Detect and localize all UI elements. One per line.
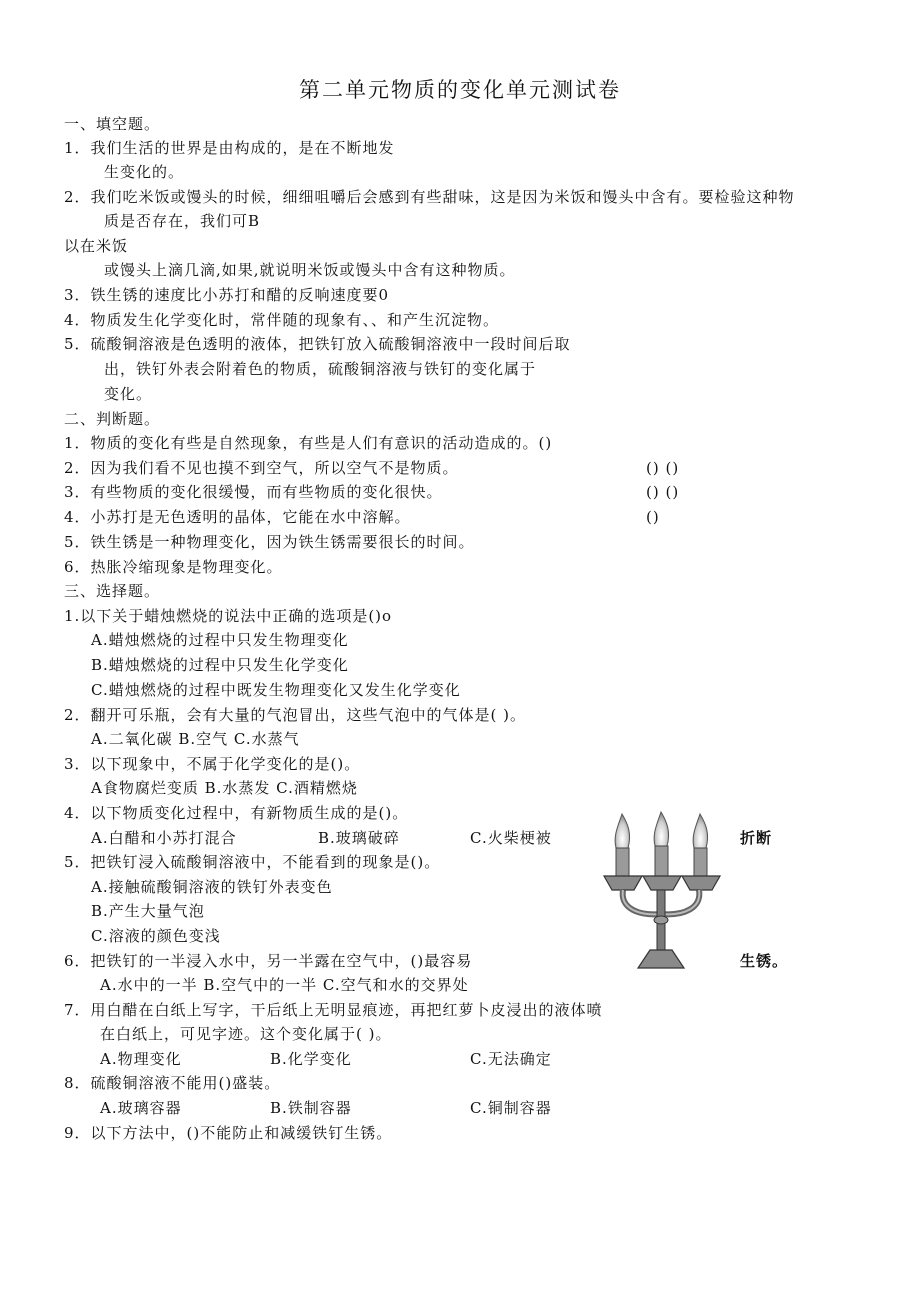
choice-q3: 3．以下现象中，不属于化学变化的是()。 (64, 755, 361, 773)
choice-q5-option-a: A.接触硫酸铜溶液的铁钉外表变色 (91, 878, 333, 896)
choice-q8-option-b: B.铁制容器 (270, 1099, 352, 1117)
judge-q6: 6．热胀冷缩现象是物理变化。 (64, 558, 283, 576)
choice-q4: 4．以下物质变化过程中，有新物质生成的是()。 (64, 804, 409, 822)
fill-q5-line2: 出，铁钉外表会附着色的物质，硫酸铜溶液与铁钉的变化属于 (104, 360, 537, 378)
fill-q1-line2: 生变化的。 (104, 163, 185, 181)
choice-q7-option-a: A.物理变化 (100, 1050, 182, 1068)
choice-q8-option-c: C.铜制容器 (470, 1099, 552, 1117)
fill-q5-line3: 变化。 (104, 385, 153, 403)
judge-q4: 4．小苏打是无色透明的晶体，它能在水中溶解。 (64, 508, 411, 526)
choice-q3-options: A食物腐烂变质 B.水蒸发 C.酒精燃烧 (91, 779, 358, 797)
choice-q6: 6．把铁钉的一半浸入水中，另一半露在空气中，()最容易 (64, 952, 473, 970)
choice-q4-option-a: A.白醋和小苏打混合 (91, 829, 237, 847)
choice-q5-option-c: C.溶液的颜色变浅 (91, 927, 221, 945)
choice-q4-option-b: B.玻璃破碎 (318, 829, 400, 847)
choice-q1-option-a: A.蜡烛燃烧的过程中只发生物理变化 (91, 631, 349, 649)
fill-q2-line3: 以在米饭 (64, 237, 129, 255)
choice-q1-option-c: C.蜡烛燃烧的过程中既发生物理变化又发生化学变化 (91, 681, 461, 699)
section1-heading: 一、填空题。 (64, 115, 161, 133)
judge-q3-brackets: () () (646, 483, 680, 501)
judge-q2-brackets: () () (646, 459, 680, 477)
judge-q2: 2．因为我们看不见也摸不到空气，所以空气不是物质。 (64, 459, 459, 477)
candelabra-illustration (598, 808, 724, 970)
choice-q8: 8．硫酸铜溶液不能用()盛装。 (64, 1074, 281, 1092)
section3-heading: 三、选择题。 (64, 582, 161, 600)
fill-q4: 4．物质发生化学变化时，常伴随的现象有、、和产生沉淀物。 (64, 311, 500, 329)
judge-q5: 5．铁生锈是一种物理变化，因为铁生锈需要很长的时间。 (64, 533, 475, 551)
choice-q9: 9．以下方法中，()不能防止和减缓铁钉生锈。 (64, 1124, 393, 1142)
choice-q4-option-c: C.火柴梗被 (470, 829, 552, 847)
choice-q1: 1.以下关于蜡烛燃烧的说法中正确的选项是()o (64, 607, 393, 625)
fill-q3: 3．铁生锈的速度比小苏打和醋的反响速度要0 (64, 286, 390, 304)
choice-q7-line1: 7．用白醋在白纸上写字，干后纸上无明显痕迹，再把红萝卜皮浸出的液体喷 (64, 1001, 603, 1019)
choice-q7-line2: 在白纸上，可见字迹。这个变化属于( )。 (100, 1025, 392, 1043)
choice-q5-option-b: B.产生大量气泡 (91, 902, 205, 920)
fill-q1-line1: 1．我们生活的世界是由构成的，是在不断地发 (64, 139, 395, 157)
section2-heading: 二、判断题。 (64, 410, 161, 428)
choice-q6-end: 生锈。 (740, 952, 789, 970)
choice-q8-option-a: A.玻璃容器 (100, 1099, 182, 1117)
choice-q2-options: A.二氧化碳 B.空气 C.水蒸气 (91, 730, 300, 748)
page-title: 第二单元物质的变化单元测试卷 (299, 78, 621, 102)
judge-q4-brackets: () (646, 508, 660, 526)
choice-q7-option-c: C.无法确定 (470, 1050, 552, 1068)
judge-q3: 3．有些物质的变化很缓慢，而有些物质的变化很快。 (64, 483, 443, 501)
fill-q2-line1: 2．我们吃米饭或馒头的时候，细细咀嚼后会感到有些甜味，这是因为米饭和馒头中含有。要检验这种物 (64, 188, 795, 206)
choice-q2: 2．翻开可乐瓶，会有大量的气泡冒出，这些气泡中的气体是( )。 (64, 706, 527, 724)
fill-q2-line2: 质是否存在，我们可B (104, 212, 261, 230)
choice-q5: 5．把铁钉浸入硫酸铜溶液中，不能看到的现象是()。 (64, 853, 441, 871)
choice-q6-options: A.水中的一半 B.空气中的一半 C.空气和水的交界处 (100, 976, 469, 994)
judge-q1: 1．物质的变化有些是自然现象，有些是人们有意识的活动造成的。() (64, 434, 553, 452)
choice-q7-option-b: B.化学变化 (270, 1050, 352, 1068)
fill-q5-line1: 5．硫酸铜溶液是色透明的液体，把铁钉放入硫酸铜溶液中一段时间后取 (64, 335, 571, 353)
fill-q2-line4: 或馒头上滴几滴,如果,就说明米饭或馒头中含有这种物质。 (104, 261, 516, 279)
choice-q4-option-c-end: 折断 (740, 829, 773, 847)
choice-q1-option-b: B.蜡烛燃烧的过程中只发生化学变化 (91, 656, 349, 674)
